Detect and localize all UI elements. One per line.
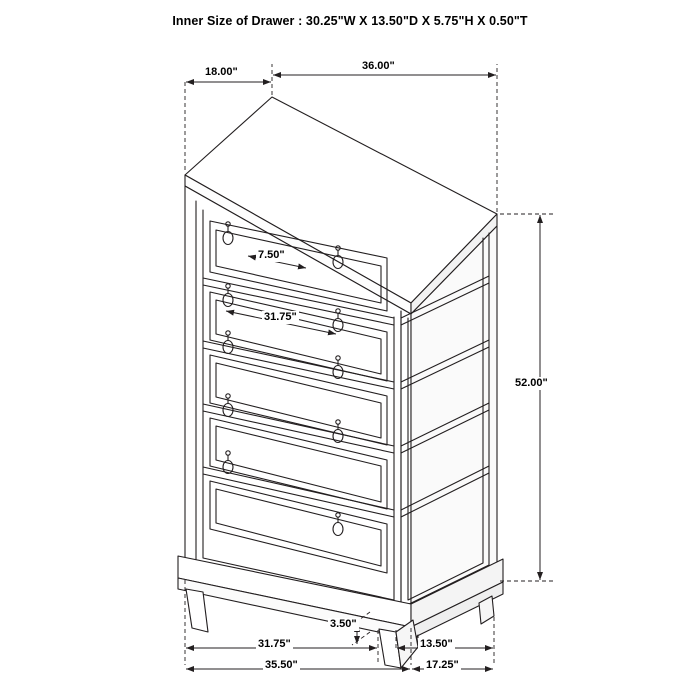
- dimension-label-side-depth: 13.50": [420, 638, 453, 650]
- dimension-label-depth-top: 18.00": [205, 66, 238, 78]
- dimension-label-overall-depth: 17.25": [426, 659, 459, 671]
- dimension-label-overall-width: 35.50": [265, 659, 298, 671]
- dimension-label-drawer-width: 31.75": [264, 311, 297, 323]
- dimension-label-front-width: 31.75": [258, 638, 291, 650]
- dimension-label-leg-height: 3.50": [330, 618, 357, 630]
- dimension-label-drawer-height: 7.50": [258, 249, 285, 261]
- page-title: Inner Size of Drawer : 30.25"W X 13.50"D X 5.75"H X 0.50"T: [172, 14, 528, 28]
- dimension-label-total-height: 52.00": [515, 377, 548, 389]
- dimension-label-width-top: 36.00": [362, 60, 395, 72]
